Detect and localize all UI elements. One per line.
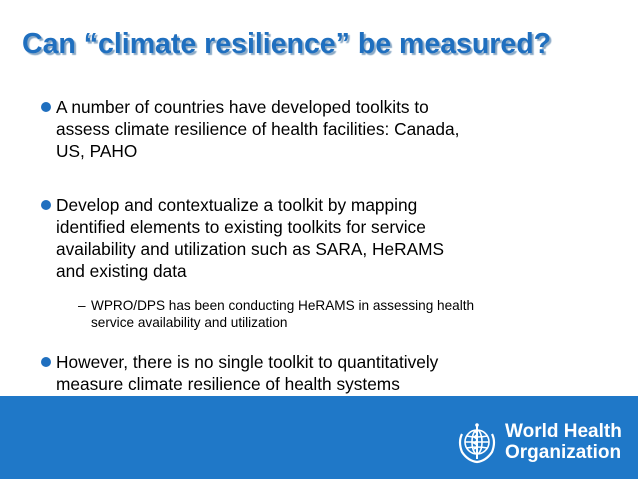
bullet-item — [56, 351, 438, 395]
bullet-dot-icon — [41, 357, 51, 367]
sub-bullet-item — [78, 297, 475, 331]
sub-bullet-marker: – — [78, 298, 86, 313]
bullet-line: identified elements to existing toolkits for service — [56, 217, 426, 237]
sub-bullet-line: WPRO/DPS has been conducting HeRAMS in assessing health — [91, 298, 475, 313]
sub-bullet-line: service availability and utilization — [91, 315, 288, 330]
organization-name-line1: World Health — [505, 421, 622, 442]
bullet-line: US, PAHO — [56, 141, 138, 161]
organization-name-line2: Organization — [505, 442, 622, 463]
bullet-dot-icon — [41, 102, 51, 112]
organization-name — [505, 421, 622, 463]
bullet-line: and existing data — [56, 261, 187, 281]
bullet-line: measure climate resilience of health systems — [56, 374, 400, 394]
bullet-item — [56, 96, 459, 162]
slide-title: Can “climate resilience” be measured? — [22, 28, 552, 60]
bullet-line: Develop and contextualize a toolkit by mapping — [56, 195, 418, 215]
bullet-line: assess climate resilience of health facilities: Canada, — [56, 119, 460, 139]
bullet-item — [56, 194, 444, 282]
bullet-dot-icon — [41, 200, 51, 210]
who-emblem-icon — [454, 419, 500, 465]
bullet-line: availability and utilization such as SARA, HeRAMS — [56, 239, 445, 259]
bullet-line: A number of countries have developed toolkits to — [56, 97, 429, 117]
bullet-line: However, there is no single toolkit to quantitatively — [56, 352, 439, 372]
